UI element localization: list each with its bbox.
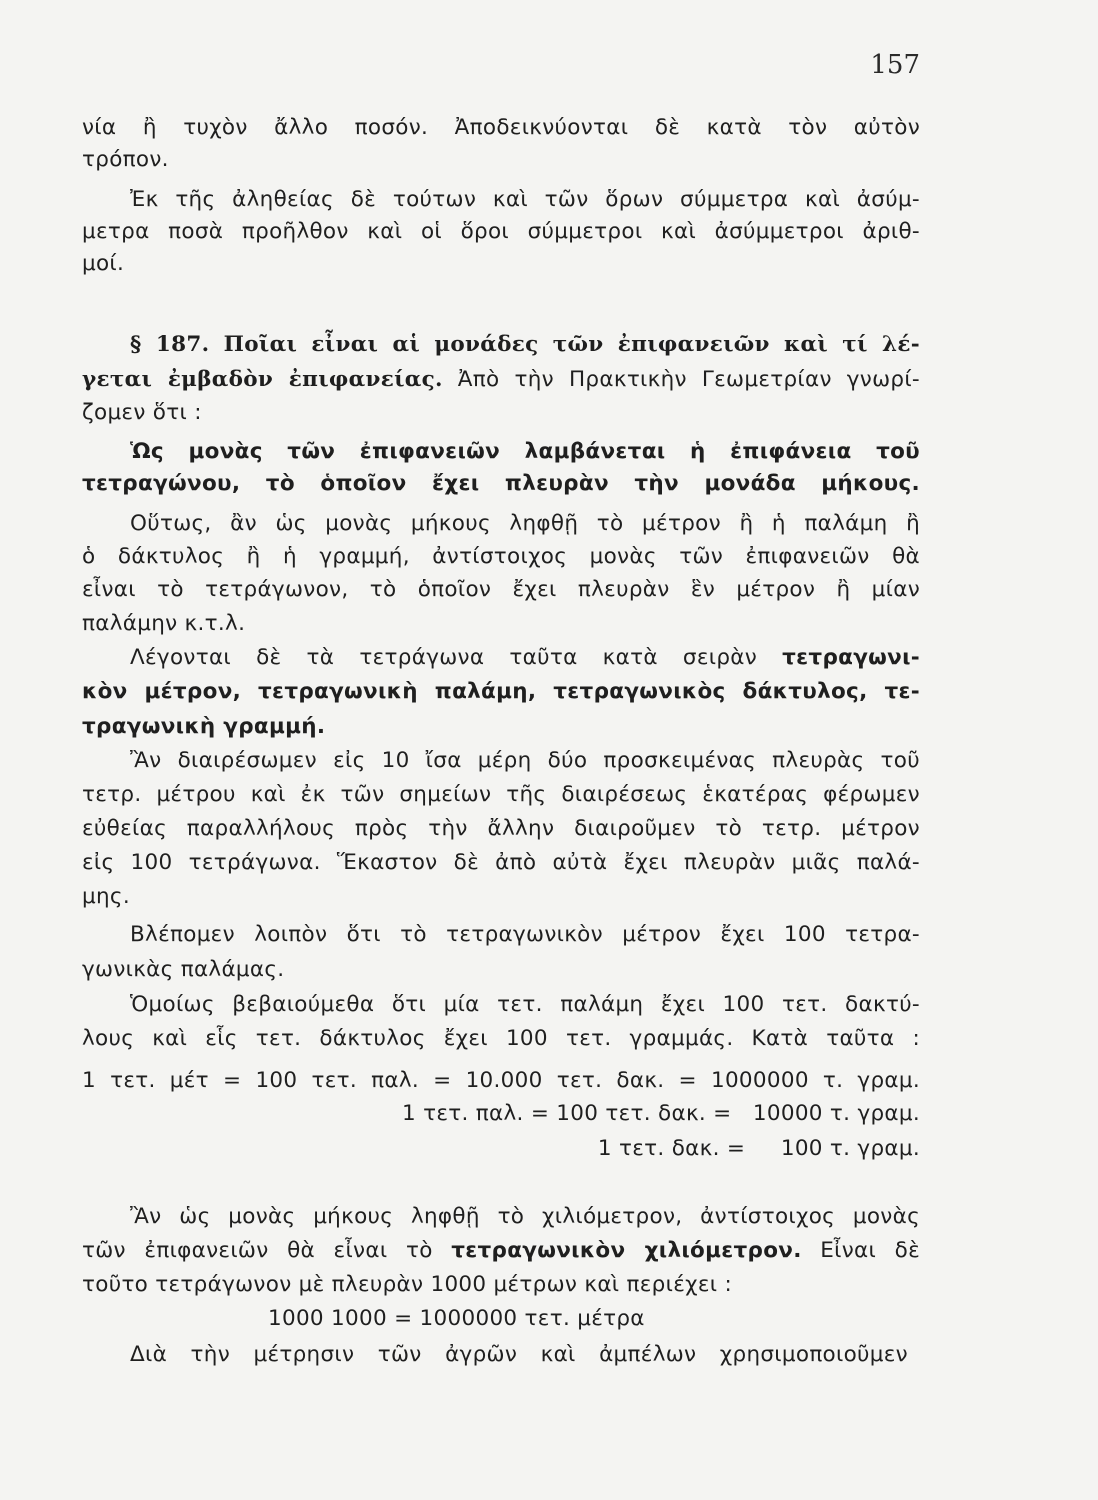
text-line: Βλέπομεν λοιπὸν ὅτι τὸ τετραγωνικὸν μέτρον ἔχει 100 τετρα- xyxy=(130,922,920,947)
text-line: γωνικὰς παλάμας. xyxy=(82,957,285,982)
text-span: Ἀπὸ τὴν Πρακτικὴν Γεωμετρίαν γνωρί- xyxy=(442,367,920,392)
text-span: Λέγονται δὲ τὰ τετράγωνα ταῦτα κατὰ σειρὰν xyxy=(130,645,783,670)
definition-rule: Ὡς μονὰς τῶν ἐπιφανειῶν λαμβάνεται ἡ ἐπιφάνεια τοῦ xyxy=(130,439,920,464)
section-heading: § 187. Ποῖαι εἶναι αἱ μονάδες τῶν ἐπιφανειῶν καὶ τί λέ- xyxy=(130,332,920,357)
text-line: εἰς 100 τετράγωνα. Ἕκαστον δὲ ἀπὸ αὐτὰ ἔχει πλευρὰν μιᾶς παλά- xyxy=(82,850,920,875)
text-line: εἶναι τὸ τετράγωνον, τὸ ὁποῖον ἔχει πλευρὰν ἓν μέτρον ἢ μίαν xyxy=(82,577,920,602)
text-line: νία ἢ τυχὸν ἄλλο ποσόν. Ἀποδεικνύονται δὲ κατὰ τὸν αὐτὸν xyxy=(82,115,920,140)
conversion-row: 1 τετ. παλ. = 100 τετ. δακ. = 10000 τ. γραμ. xyxy=(402,1101,920,1126)
term-bold-line: κὸν μέτρον, τετραγωνικὴ παλάμη, τετραγωνικὸς δάκτυλος, τε- xyxy=(82,679,920,704)
conversion-row: 1 τετ. μέτ = 100 τετ. παλ. = 10.000 τετ. δακ. = 1000000 τ. γραμ. xyxy=(82,1068,920,1093)
term-bold-line: τραγωνικὴ γραμμή. xyxy=(82,714,326,739)
text-line: εὐθείας παραλλήλους πρὸς τὴν ἄλλην διαιροῦμεν τὸ τετρ. μέτρον xyxy=(82,816,920,841)
text-span: τῶν ἐπιφανειῶν θὰ εἶναι τὸ xyxy=(82,1238,452,1263)
text-line xyxy=(82,1236,920,1267)
text-line: Ἂν ὡς μονὰς μήκους ληφθῇ τὸ χιλιόμετρον, ἀντίστοιχος μονὰς xyxy=(130,1204,920,1229)
text-line: λους καὶ εἷς τετ. δάκτυλος ἔχει 100 τετ. γραμμάς. Κατὰ ταῦτα : xyxy=(82,1026,920,1051)
text-line: Διὰ τὴν μέτρησιν τῶν ἀγρῶν καὶ ἀμπέλων χρησιμοποιοῦμεν xyxy=(130,1342,908,1367)
text-line: μετρα ποσὰ προῆλθον καὶ οἱ ὅροι σύμμετροι καὶ ἀσύμμετροι ἀριθ- xyxy=(82,219,920,244)
text-line: Οὕτως, ἂν ὡς μονὰς μήκους ληφθῇ τὸ μέτρον ἢ ἡ παλάμη ἢ xyxy=(130,511,920,536)
text-line: Ὁμοίως βεβαιούμεθα ὅτι μία τετ. παλάμη ἔχει 100 τετ. δακτύ- xyxy=(130,992,920,1017)
text-line: ὁ δάκτυλος ἢ ἡ γραμμή, ἀντίστοιχος μονὰς τῶν ἐπιφανειῶν θὰ xyxy=(82,544,920,569)
section-heading-line xyxy=(82,365,920,396)
formula-line: 1000 1000 = 1000000 τετ. μέτρα xyxy=(268,1306,645,1331)
text-line: μοί. xyxy=(82,251,125,276)
text-line: Ἂν διαιρέσωμεν εἰς 10 ἴσα μέρη δύο προσκειμένας πλευρὰς τοῦ xyxy=(130,748,920,773)
term-bold: τετραγωνικὸν χιλιόμετρον. xyxy=(451,1238,802,1263)
text-line: Ἐκ τῆς ἀληθείας δὲ τούτων καὶ τῶν ὅρων σύμμετρα καὶ ἀσύμ- xyxy=(130,187,920,212)
text-line: τετρ. μέτρου καὶ ἐκ τῶν σημείων τῆς διαιρέσεως ἑκατέρας φέρωμεν xyxy=(82,782,920,807)
text-line: τρόπον. xyxy=(82,147,169,172)
term-bold: τετραγωνι- xyxy=(782,645,920,670)
text-line: ζομεν ὅτι : xyxy=(82,400,202,425)
conversion-row: 1 τετ. δακ. = 100 τ. γραμ. xyxy=(597,1136,920,1161)
text-line: τοῦτο τετράγωνον μὲ πλευρὰν 1000 μέτρων καὶ περιέχει : xyxy=(82,1272,733,1297)
text-span: Εἶναι δὲ xyxy=(801,1238,920,1263)
definition-rule: τετραγώνου, τὸ ὁποῖον ἔχει πλευρὰν τὴν μονάδα μήκους. xyxy=(82,471,920,496)
section-heading-cont: γεται ἐμβαδὸν ἐπιφανείας. xyxy=(82,367,443,392)
page-number: 157 xyxy=(870,50,920,80)
text-line xyxy=(130,643,920,674)
text-line: μης. xyxy=(82,884,130,909)
text-line: παλάμην κ.τ.λ. xyxy=(82,611,246,636)
